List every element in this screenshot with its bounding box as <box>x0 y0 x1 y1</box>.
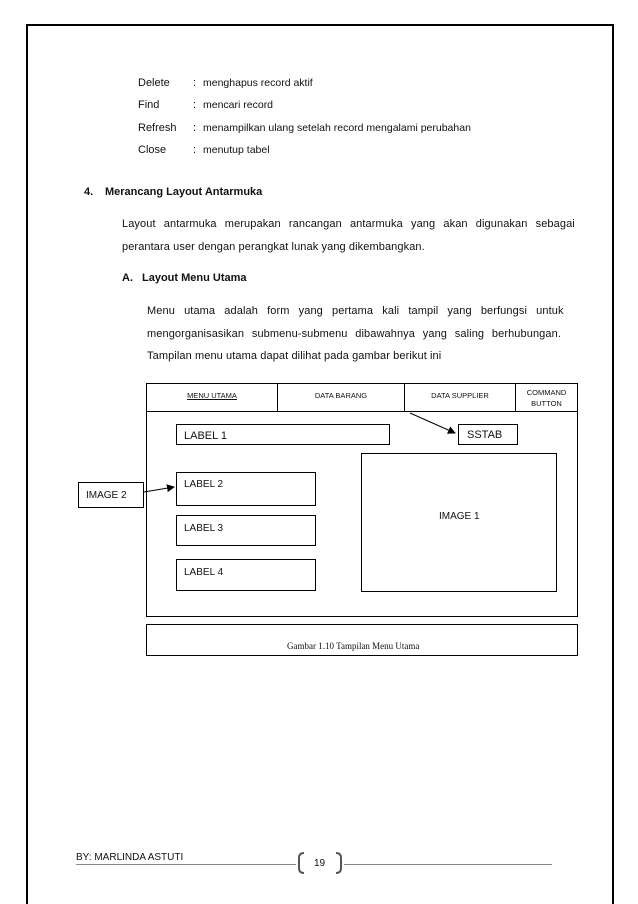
command-button-line: BUTTON <box>531 399 562 408</box>
label-3-text: LABEL 3 <box>184 523 224 534</box>
image-2-text: IMAGE 2 <box>86 490 127 501</box>
figure-caption: Gambar 1.10 Tampilan Menu Utama <box>287 641 420 651</box>
label-4-text: LABEL 4 <box>184 567 224 578</box>
command-desc-refresh: menampilkan ulang setelah record mengalami perubahan <box>203 122 471 134</box>
section-number: 4. <box>84 186 94 198</box>
command-desc-close: menutup tabel <box>203 144 270 156</box>
command-name-refresh: Refresh <box>138 122 177 134</box>
label-2-text: LABEL 2 <box>184 479 224 490</box>
image-1-text: IMAGE 1 <box>439 511 480 522</box>
section-paragraph-line: perantara user dengan perangkat lunak yang dikembangkan. <box>122 241 425 253</box>
command-name-find: Find <box>138 99 160 111</box>
command-separator: : <box>193 77 197 89</box>
command-separator: : <box>193 122 197 134</box>
subsection-paragraph-line: mengorganisasikan submenu-submenu dibawahnya yang saling berhubungan. <box>147 328 561 340</box>
subsection-title: Layout Menu Utama <box>142 272 247 284</box>
command-name-delete: Delete <box>138 77 170 89</box>
command-button-line: COMMAND <box>526 388 567 397</box>
caption-box <box>146 624 578 656</box>
command-name-close: Close <box>138 144 167 156</box>
subsection-paragraph-line: Tampilan menu utama dapat dilihat pada gambar berikut ini <box>147 350 442 362</box>
sstab-text: SSTAB <box>467 429 503 441</box>
subsection-letter: A. <box>122 272 133 284</box>
section-paragraph-line: Layout antarmuka merupakan rancangan antarmuka yang akan digunakan sebagai <box>122 218 575 230</box>
command-separator: : <box>193 99 197 111</box>
command-desc-find: mencari record <box>203 99 274 111</box>
command-separator: : <box>193 144 197 156</box>
command-desc-delete: menghapus record aktif <box>203 77 313 89</box>
section-title: Merancang Layout Antarmuka <box>105 186 263 198</box>
image-2-arrow <box>144 487 174 492</box>
page-number-bracket <box>296 852 344 874</box>
menu-utama-tab: MENU UTAMA <box>147 384 278 411</box>
label-1-text: LABEL 1 <box>184 430 228 442</box>
footer-author: BY: MARLINDA ASTUTI <box>76 852 184 863</box>
data-barang-tab: DATA BARANG <box>278 384 405 411</box>
sstab-arrow <box>410 413 455 433</box>
footer-rule-right <box>344 864 552 865</box>
subsection-paragraph-line: Menu utama adalah form yang pertama kali tampil yang berfungsi untuk <box>147 305 564 317</box>
footer-rule-left <box>76 864 296 865</box>
page-number: 19 <box>314 858 326 869</box>
data-supplier-tab: DATA SUPPLIER <box>405 384 516 411</box>
